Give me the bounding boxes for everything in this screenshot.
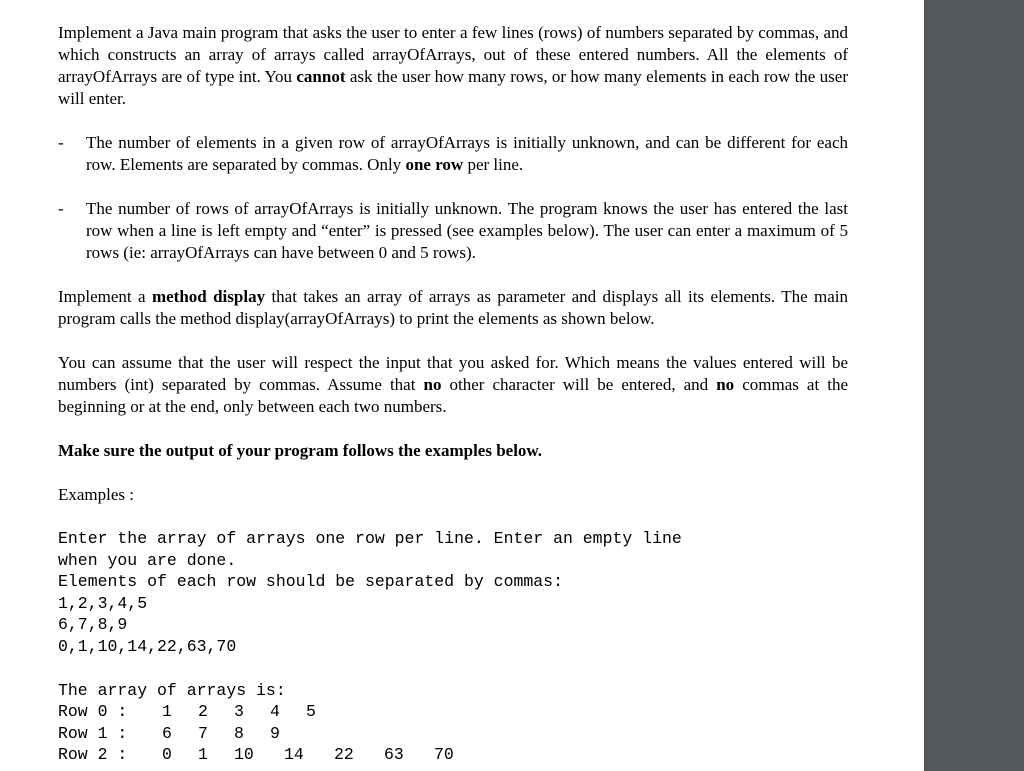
- intro-paragraph: Implement a Java main program that asks the user to enter a few lines (rows) of numbers separated by commas, and which constructs an array of arrays called arrayOfArrays, out of these entered numbers. All the elements of arrayOfArrays are of type int. You cannot ask the user how many rows, or how many elements in each row the user will enter.: [58, 23, 848, 108]
- document-page: [58, 22, 848, 766]
- method-paragraph: Implement a method display that takes an array of arrays as parameter and displays all its elements. The main program calls the method display(arrayOfArrays) to print the elements as shown below.: [58, 287, 848, 328]
- console-output-row: Row 2 : 0 1 10 14 22 63 70: [58, 745, 454, 765]
- bullet-row-count: - The number of rows of arrayOfArrays is initially unknown. The program knows the user has entered the last row when a line is left empty and “enter” is pressed (see examples below). The user can enter a maximum of 5 rows (ie: arrayOfArrays can have between 0 and 5 rows).: [58, 199, 848, 262]
- console-output-row: Row 1 : 6 7 8 9: [58, 723, 280, 743]
- examples-label: Examples :: [58, 485, 135, 504]
- console-input-line: 6,7,8,9: [58, 615, 128, 635]
- assumption-paragraph: You can assume that the user will respect the input that you asked for. Which means the values entered will be numbers (int) separated by commas. Assume that no other character will be entered, and no commas at the beginning or at the end, only between each two numbers.: [58, 353, 848, 416]
- bullet-row-elements: - The number of elements in a given row of arrayOfArrays is initially unknown, and can be different for each row. Elements are separated by commas. Only one row per line.: [58, 133, 848, 174]
- console-input-line: 1,2,3,4,5: [58, 593, 148, 613]
- console-prompt-line: when you are done.: [58, 550, 237, 570]
- console-output-header: The array of arrays is:: [58, 680, 286, 700]
- right-scroll-area: [924, 0, 1024, 771]
- output-requirement: Make sure the output of your program follows the examples below.: [58, 441, 543, 460]
- console-output-row: Row 0 : 1 2 3 4 5: [58, 702, 316, 722]
- console-prompt-line: Elements of each row should be separated by commas:: [58, 572, 563, 592]
- console-prompt-line: Enter the array of arrays one row per line. Enter an empty line: [58, 529, 682, 548]
- console-input-line: 0,1,10,14,22,63,70: [58, 636, 237, 656]
- console-example: [58, 528, 848, 766]
